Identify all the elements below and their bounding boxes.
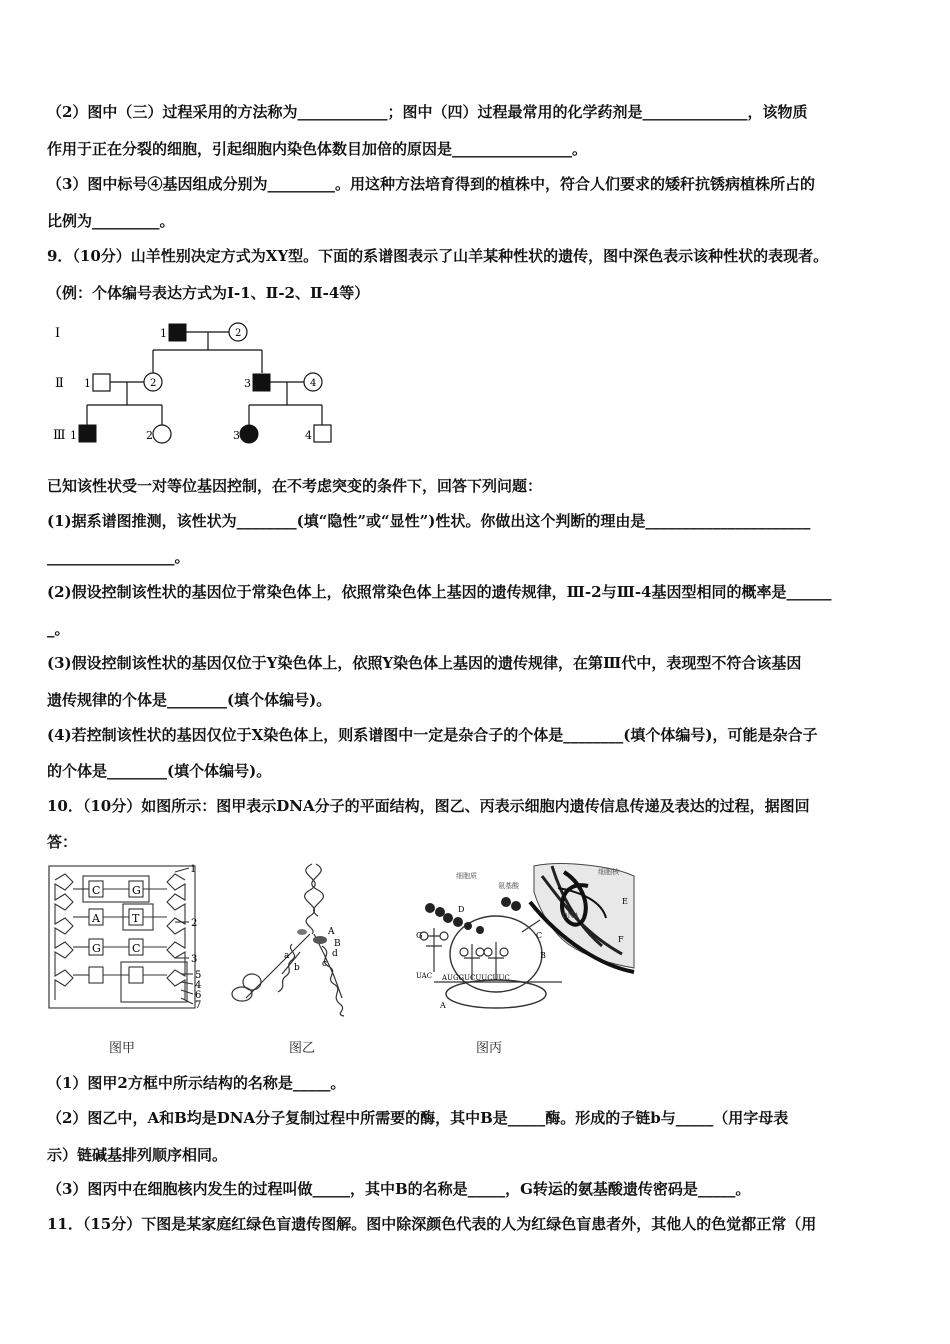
- svg-text:G: G: [416, 931, 423, 940]
- svg-text:3: 3: [233, 429, 240, 442]
- caption-bing: 图丙: [476, 1041, 503, 1056]
- svg-text:B: B: [334, 939, 341, 949]
- q9-s2-line1: (2)假设控制该性状的基因位于常染色体上，依照常染色体上基因的遗传规律，Ⅲ-2与Ⅲ-4基因型相同的概率是______: [47, 583, 832, 601]
- figure-bing-expression: [412, 862, 640, 1018]
- svg-text:d: d: [332, 949, 338, 959]
- svg-text:1: 1: [84, 377, 91, 390]
- svg-text:1: 1: [70, 429, 77, 442]
- svg-text:2: 2: [191, 918, 198, 929]
- svg-text:3: 3: [191, 954, 198, 965]
- q10-s1: （1）图甲2方框中所示结构的名称是_____。: [47, 1074, 346, 1092]
- q8-part2-line1: （2）图中（三）过程采用的方法称为____________；图中（四）过程最常用的化学药剂是______________，该物质: [47, 103, 808, 121]
- svg-text:细胞质: 细胞质: [456, 872, 477, 880]
- svg-text:b: b: [294, 963, 300, 973]
- q9-s1-line2: _________________。: [47, 548, 190, 566]
- svg-text:C: C: [132, 942, 141, 955]
- q10-s2-line2: 示）链碱基排列顺序相同。: [47, 1146, 228, 1164]
- svg-text:4: 4: [310, 378, 317, 389]
- q11-stem-line1: 11．（15分）下图是某家庭红绿色盲遗传图解。图中除深颜色代表的人为红绿色盲患者外，其他人的色觉都正常（用: [47, 1215, 817, 1233]
- q10-s3: （3）图丙中在细胞核内发生的过程叫做_____，其中B的名称是_____，G转运的氨基酸遗传密码是_____。: [47, 1180, 751, 1198]
- svg-text:DNA: DNA: [562, 912, 579, 920]
- svg-text:C: C: [536, 931, 543, 940]
- svg-text:1: 1: [190, 864, 197, 875]
- svg-text:UAC: UAC: [416, 972, 433, 980]
- gen-label-2: Ⅱ: [55, 376, 64, 391]
- svg-text:细胞核: 细胞核: [598, 868, 619, 876]
- q10-s2-line1: （2）图乙中，A和B均是DNA分子复制过程中所需要的酶，其中B是_____酶。形成的子链b与_____（用字母表: [47, 1109, 789, 1127]
- svg-text:2: 2: [150, 378, 157, 389]
- svg-text:2: 2: [235, 328, 242, 339]
- svg-text:C: C: [92, 884, 101, 897]
- q8-part2-line2: 作用于正在分裂的细胞，引起细胞内染色体数目加倍的原因是________________。: [47, 140, 588, 158]
- svg-text:G: G: [92, 942, 101, 955]
- svg-text:a: a: [284, 951, 290, 961]
- q8-part3-line1: （3）图中标号④基因组成分别为_________。用这种方法培育得到的植株中，符合人们要求的矮秆抗锈病植株所占的: [47, 175, 815, 193]
- svg-text:1: 1: [160, 327, 167, 340]
- q9-intro: 已知该性状受一对等位基因控制，在不考虑突变的条件下，回答下列问题：: [47, 477, 543, 495]
- ped-III4: [314, 425, 331, 442]
- q8-part3-line2: 比例为_________。: [47, 212, 175, 230]
- figure-jia-dna-structure: [45, 860, 205, 1016]
- svg-text:T: T: [132, 912, 140, 925]
- ped-III3: [240, 425, 258, 443]
- svg-text:B: B: [540, 951, 546, 960]
- q9-s4-line2: 的个体是________(填个体编号)。: [47, 762, 272, 780]
- ped-II1: [93, 374, 110, 391]
- svg-text:7: 7: [195, 1000, 202, 1011]
- svg-text:G: G: [132, 884, 141, 897]
- ped-II3: [253, 374, 270, 391]
- svg-text:6: 6: [195, 990, 202, 1001]
- svg-text:AUGGUCUUCUUC: AUGGUCUUCUUC: [442, 974, 510, 982]
- enzyme-B: [313, 936, 327, 944]
- q10-stem-line1: 10．（10分）如图所示：图甲表示DNA分子的平面结构，图乙、丙表示细胞内遗传信息传递及表达的过程，据图回: [47, 797, 810, 815]
- svg-text:5: 5: [195, 970, 202, 981]
- svg-text:A: A: [92, 912, 100, 925]
- q10-stem-line2: 答：: [47, 833, 78, 851]
- svg-text:A: A: [440, 1001, 446, 1010]
- caption-yi: 图乙: [289, 1041, 316, 1056]
- svg-text:c: c: [322, 959, 328, 969]
- svg-text:3: 3: [244, 377, 251, 390]
- q9-s3-line1: (3)假设控制该性状的基因仅位于Y染色体上，依照Y染色体上基因的遗传规律，在第Ⅲ代中，表现型不符合该基因: [47, 654, 802, 672]
- q9-stem-line2: （例：个体编号表达方式为Ⅰ-1、Ⅱ-2、Ⅱ-4等）: [47, 284, 370, 302]
- svg-text:氨基酸: 氨基酸: [498, 882, 519, 890]
- ped-I1: [169, 324, 186, 341]
- gen-label-3: Ⅲ: [53, 428, 66, 443]
- q9-s3-line2: 遗传规律的个体是________(填个体编号)。: [47, 691, 332, 709]
- ped-III1: [79, 425, 96, 442]
- q9-s2-line2: _。: [47, 620, 70, 638]
- ped-III2: [153, 425, 171, 443]
- pedigree-chart: [45, 315, 345, 455]
- caption-jia: 图甲: [109, 1041, 136, 1056]
- q9-s1-line1: (1)据系谱图推测，该性状为________(填“隐性”或“显性”)性状。你做出这个判断的理由是______________________: [47, 512, 811, 530]
- gen-label-1: Ⅰ: [55, 326, 61, 341]
- svg-text:4: 4: [195, 980, 202, 991]
- svg-text:2: 2: [146, 429, 153, 442]
- svg-text:F: F: [618, 935, 624, 944]
- svg-text:A: A: [328, 927, 335, 937]
- svg-text:D: D: [458, 905, 465, 914]
- svg-text:E: E: [622, 897, 628, 906]
- enzyme-A: [297, 929, 307, 935]
- q9-s4-line1: (4)若控制该性状的基因仅位于X染色体上，则系谱图中一定是杂合子的个体是________(填个体编号)，可能是杂合子: [47, 726, 818, 744]
- q9-stem-line1: 9．（10分）山羊性别决定方式为XY型。下面的系谱图表示了山羊某种性状的遗传，图中深色表示该种性状的表现者。: [47, 247, 829, 265]
- figure-yi-replication: [222, 858, 382, 1018]
- svg-text:4: 4: [305, 429, 312, 442]
